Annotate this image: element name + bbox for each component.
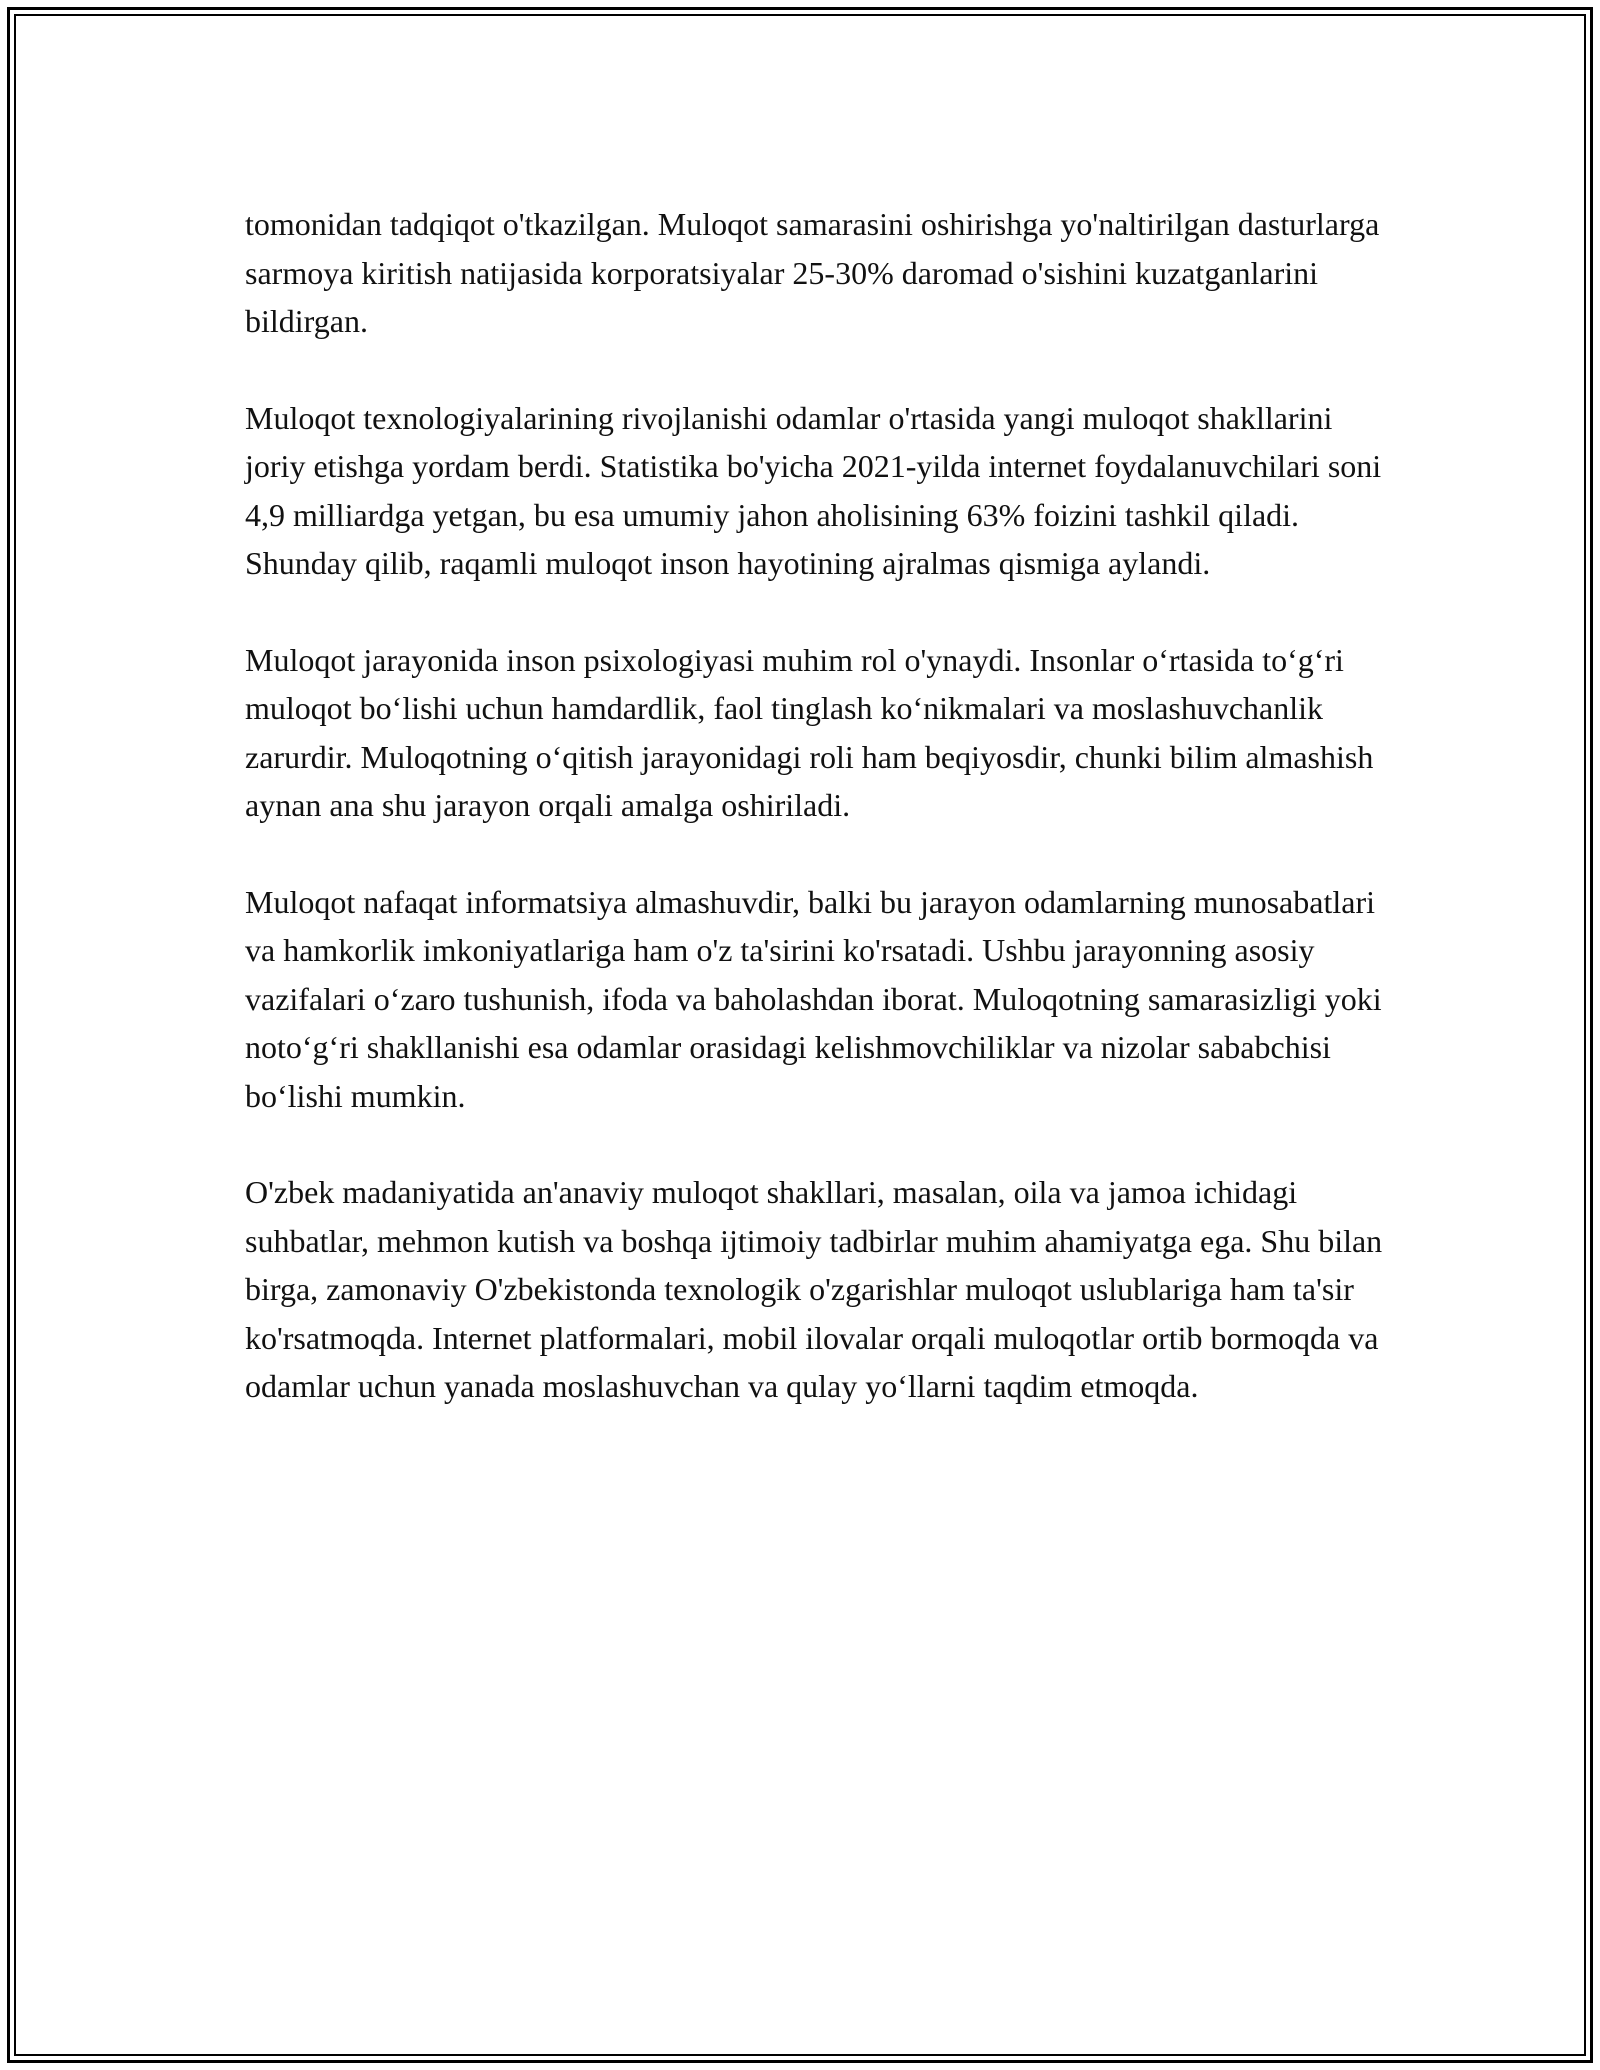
paragraph-5: O'zbek madaniyatida an'anaviy muloqot shakllari, masalan, oila va jamoa ichidagi suhbatlar, mehmon kutish va boshqa ijtimoiy tadbirlar muhim ahamiyatga ega. Shu bilan birga, zamonaviy O'zbekistonda texnologik o'zgarishlar muloqot uslublariga ham ta'sir ko'rsatmoqda. Internet platformalari, mobil ilovalar orqali muloqotlar ortib bormoqda va odamlar uchun yanada moslashuvchan va qulay yo‘llarni taqdim etmoqda. — [245, 1174, 1383, 1404]
page-border-frame — [7, 7, 1593, 2063]
paragraph-4: Muloqot nafaqat informatsiya almashuvdir, balki bu jarayon odamlarning munosabatlari va hamkorlik imkoniyatlariga ham o'z ta'sirini ko'rsatadi. Ushbu jarayonning asosiy vazifalari o‘zaro tushunish, ifoda va baholashdan iborat. Muloqotning samarasizligi yoki noto‘g‘ri shakllanishi esa odamlar orasidagi kelishmovchiliklar va nizolar sababchisi bo‘lishi mumkin. — [245, 883, 1382, 1114]
paragraph-1: tomonidan tadqiqot o'tkazilgan. Muloqot samarasini oshirishga yo'naltirilgan dasturlarga sarmoya kiritish natijasida korporatsiyalar 25-30% daromad o'sishini kuzatganlarini bildirgan. — [245, 206, 1380, 339]
paragraph-3: Muloqot jarayonida inson psixologiyasi muhim rol o'ynaydi. Insonlar o‘rtasida to‘g‘ri muloqot bo‘lishi uchun hamdardlik, faol tinglash ko‘nikmalari va moslashuvchanlik zarurdir. Muloqotning o‘qitish jarayonidagi roli ham beqiyosdir, chunki bilim almashish aynan ana shu jarayon orqali amalga oshiriladi. — [245, 641, 1374, 823]
document-body — [245, 200, 1385, 1411]
paragraph-2: Muloqot texnologiyalarining rivojlanishi odamlar o'rtasida yangi muloqot shakllarini joriy etishga yordam berdi. Statistika bo'yicha 2021-yilda internet foydalanuvchilari soni 4,9 milliardga yetgan, bu esa umumiy jahon aholisining 63% foizini tashkil qiladi. Shunday qilib, raqamli muloqot inson hayotining ajralmas qismiga aylandi. — [245, 399, 1382, 581]
